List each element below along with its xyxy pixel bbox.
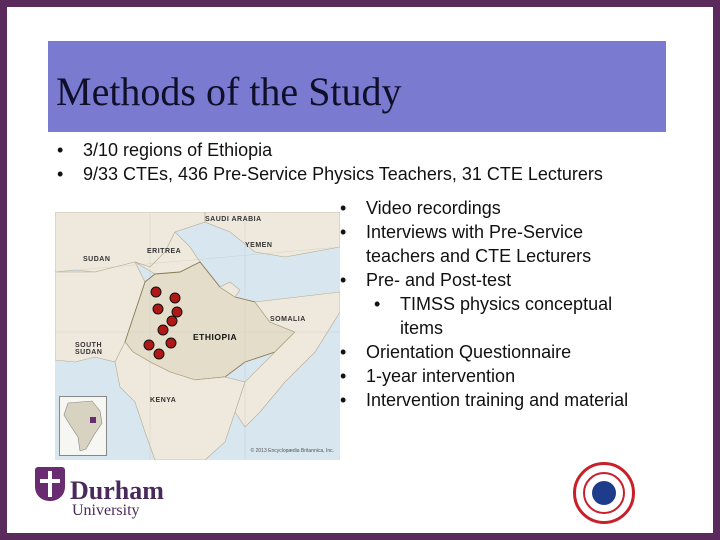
bullet-item: • Interviews with Pre-Service teachers and CTE Lecturers [340, 222, 592, 266]
map-label-sudan: SUDAN [83, 256, 111, 263]
cte-marker [172, 307, 182, 317]
cte-marker [153, 304, 163, 314]
durham-crest-icon [35, 467, 65, 501]
right-bullet-list [336, 196, 656, 412]
map-copyright: © 2013 Encyclopædia Britannica, Inc. [250, 448, 334, 454]
map-label-ethiopia: ETHIOPIA [193, 332, 238, 342]
map-label-saudi-arabia: SAUDI ARABIA [205, 216, 262, 223]
bullet-item: • 3/10 regions of Ethiopia [57, 140, 273, 160]
cte-marker [166, 338, 176, 348]
university-wordmark: University [72, 502, 140, 519]
left-bullet-list [53, 138, 613, 186]
bullet-item: • 1-year intervention [340, 366, 516, 386]
cte-marker [167, 316, 177, 326]
ethiopia-map [55, 212, 340, 460]
cte-marker [158, 325, 168, 335]
durham-wordmark: Durham [70, 476, 164, 505]
map-label-kenya: KENYA [150, 397, 177, 404]
africa-inset-graphic [60, 397, 106, 455]
bullet-item: • 9/33 CTEs, 436 Pre-Service Physics Teachers, 31 CTE Lecturers [57, 164, 603, 184]
bullet-item: • Pre- and Post-test [340, 270, 512, 290]
map-label-somalia: SOMALIA [270, 316, 306, 323]
sub-bullet-item: • TIMSS physics conceptual items [374, 294, 613, 338]
durham-university-logo [30, 462, 170, 522]
bullet-item: • Orientation Questionnaire [340, 342, 572, 362]
cte-marker [144, 340, 154, 350]
slide-title: Methods of the Study [56, 69, 402, 114]
cte-marker [170, 293, 180, 303]
map-label-yemen: YEMEN [245, 242, 273, 249]
cte-marker [151, 287, 161, 297]
africa-locator-inset [59, 396, 107, 456]
bullet-item: • Intervention training and material [340, 390, 629, 410]
cte-marker [154, 349, 164, 359]
bullet-item: • Video recordings [340, 198, 501, 218]
map-label-eritrea: ERITREA [147, 248, 182, 255]
map-label-south-sudan: SOUTH SUDAN [75, 342, 103, 356]
institution-seal-icon [573, 462, 635, 524]
